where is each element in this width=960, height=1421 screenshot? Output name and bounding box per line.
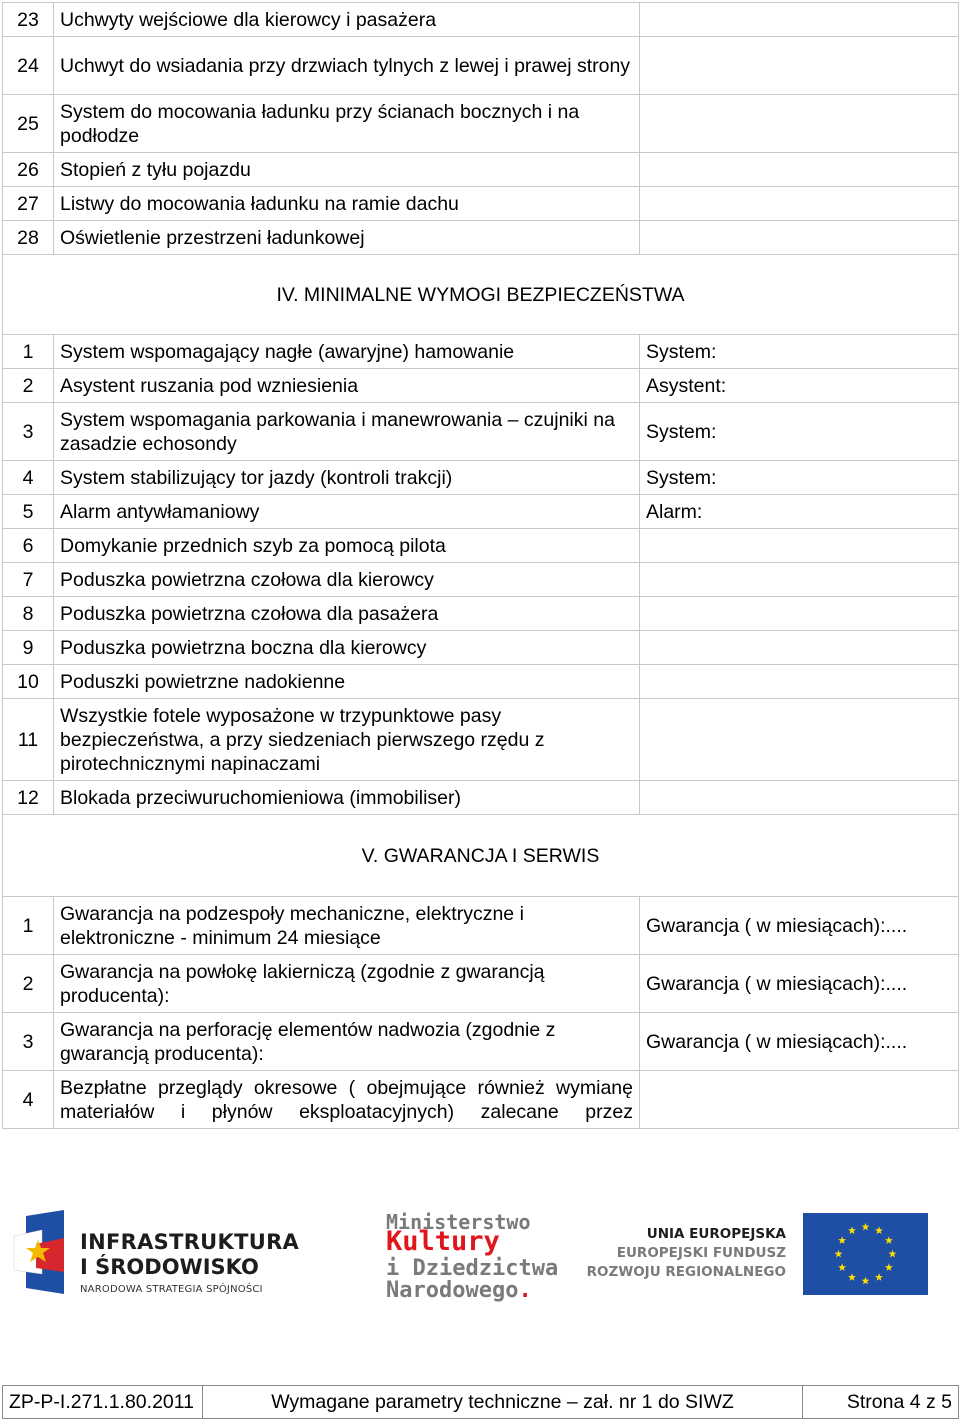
row-number: 1 — [3, 897, 54, 955]
row-answer-cell[interactable] — [640, 187, 959, 221]
table-row — [3, 529, 959, 563]
section-title-safety: IV. MINIMALNE WYMOGI BEZPIECZEŃSTWA — [3, 255, 959, 335]
row-number: 12 — [3, 781, 54, 815]
row-number: 7 — [3, 563, 54, 597]
table-row — [3, 1071, 959, 1129]
logo-text-line1: INFRASTRUKTURA — [80, 1230, 300, 1254]
row-number: 6 — [3, 529, 54, 563]
row-number: 3 — [3, 403, 54, 461]
row-answer-cell[interactable] — [640, 1071, 959, 1129]
row-number: 27 — [3, 187, 54, 221]
row-description: Alarm antywłamaniowy — [54, 495, 640, 529]
row-answer-cell[interactable] — [640, 37, 959, 95]
table-row — [3, 403, 959, 461]
row-answer-cell[interactable]: System: — [640, 335, 959, 369]
row-description: Oświetlenie przestrzeni ładunkowej — [54, 221, 640, 255]
row-number: 9 — [3, 631, 54, 665]
row-answer-cell[interactable]: Alarm: — [640, 495, 959, 529]
row-number: 5 — [3, 495, 54, 529]
table-row — [3, 153, 959, 187]
table-row — [3, 369, 959, 403]
row-number: 26 — [3, 153, 54, 187]
row-number: 28 — [3, 221, 54, 255]
row-description: System do mocowania ładunku przy ścianach bocznych i na podłodze — [54, 95, 640, 153]
flag-star-icon — [12, 1210, 74, 1294]
row-description: Poduszka powietrzna czołowa dla kierowcy — [54, 563, 640, 597]
ministerstwo-kultury-logo — [386, 1210, 559, 1304]
row-number: 3 — [3, 1013, 54, 1071]
row-number: 8 — [3, 597, 54, 631]
row-answer-cell[interactable] — [640, 221, 959, 255]
row-answer-cell[interactable] — [640, 3, 959, 37]
row-description: Gwarancja na powłokę lakierniczą (zgodnie z gwarancją producenta): — [54, 955, 640, 1013]
row-answer-cell[interactable]: System: — [640, 403, 959, 461]
table-row — [3, 781, 959, 815]
table-row — [3, 665, 959, 699]
row-description: Listwy do mocowania ładunku na ramie dachu — [54, 187, 640, 221]
row-number: 2 — [3, 955, 54, 1013]
row-description: Wszystkie fotele wyposażone w trzypunktowe pasy bezpieczeństwa, a przy siedzeniach pierwszego rzędu z pirotechnicznymi napinaczami — [54, 699, 640, 781]
logo-text-line2: Kultury — [386, 1226, 500, 1257]
row-answer-cell[interactable] — [640, 699, 959, 781]
row-answer-cell[interactable]: Gwarancja ( w miesiącach):.... — [640, 1013, 959, 1071]
row-answer-cell[interactable] — [640, 781, 959, 815]
table-row — [3, 461, 959, 495]
row-description: Poduszka powietrzna czołowa dla pasażera — [54, 597, 640, 631]
row-description: Gwarancja na perforację elementów nadwozia (zgodnie z gwarancją producenta): — [54, 1013, 640, 1071]
table-row — [3, 563, 959, 597]
logo-text-line3: ROZWOJU REGIONALNEGO — [586, 1264, 786, 1280]
logo-text-line2: I ŚRODOWISKO — [80, 1255, 259, 1279]
logo-text-line3: NARODOWA STRATEGIA SPÓJNOŚCI — [80, 1284, 263, 1295]
row-number: 4 — [3, 461, 54, 495]
footer-page-number: Strona 4 z 5 — [803, 1386, 959, 1419]
row-description: System wspomagania parkowania i manewrowania – czujniki na zasadzie echosondy — [54, 403, 640, 461]
table-row — [3, 187, 959, 221]
page-footer — [2, 1385, 959, 1419]
row-description: Asystent ruszania pod wzniesienia — [54, 369, 640, 403]
table-row — [3, 1013, 959, 1071]
row-number: 23 — [3, 3, 54, 37]
row-answer-cell[interactable] — [640, 631, 959, 665]
row-description: Domykanie przednich szyb za pomocą pilota — [54, 529, 640, 563]
row-answer-cell[interactable]: Gwarancja ( w miesiącach):.... — [640, 897, 959, 955]
row-answer-cell[interactable]: System: — [640, 461, 959, 495]
table-row — [3, 335, 959, 369]
logo-text-line4 — [386, 1278, 532, 1303]
row-description: Gwarancja na podzespoły mechaniczne, elektryczne i elektroniczne - minimum 24 miesiące — [54, 897, 640, 955]
row-description: Poduszki powietrzne nadokienne — [54, 665, 640, 699]
table-row — [3, 631, 959, 665]
row-number: 4 — [3, 1071, 54, 1129]
table-row — [3, 495, 959, 529]
row-number: 10 — [3, 665, 54, 699]
row-number: 2 — [3, 369, 54, 403]
logo-red-dot: . — [518, 1278, 532, 1303]
footer-reference: ZP-P-I.271.1.80.2011 — [3, 1386, 203, 1419]
row-description: Uchwyty wejściowe dla kierowcy i pasażera — [54, 3, 640, 37]
table-row — [3, 221, 959, 255]
row-description: Poduszka powietrzna boczna dla kierowcy — [54, 631, 640, 665]
logo-text-line1: Ministerstwo — [386, 1210, 531, 1234]
row-answer-cell[interactable]: Gwarancja ( w miesiącach):.... — [640, 955, 959, 1013]
row-description: Stopień z tyłu pojazdu — [54, 153, 640, 187]
row-description: System wspomagający nagłe (awaryjne) hamowanie — [54, 335, 640, 369]
section-title-warranty: V. GWARANCJA I SERWIS — [3, 815, 959, 897]
spec-table — [2, 2, 959, 1129]
row-description: Uchwyt do wsiadania przy drzwiach tylnych z lewej i prawej strony — [54, 37, 640, 95]
logo-text-line4-word: Narodowego — [386, 1278, 519, 1303]
infrastruktura-srodowisko-logo — [12, 1210, 300, 1300]
row-number: 25 — [3, 95, 54, 153]
row-answer-cell[interactable] — [640, 153, 959, 187]
section-heading-row — [3, 815, 959, 897]
table-row — [3, 597, 959, 631]
eu-flag-icon — [803, 1213, 928, 1295]
table-row — [3, 955, 959, 1013]
row-description: Bezpłatne przeglądy okresowe ( obejmujące również wymianę materiałów i płynów eksploatacyjnych) zalecane przez — [54, 1071, 640, 1129]
row-answer-cell[interactable] — [640, 529, 959, 563]
row-answer-cell[interactable] — [640, 597, 959, 631]
row-description: System stabilizujący tor jazdy (kontroli trakcji) — [54, 461, 640, 495]
footer-title: Wymagane parametry techniczne – zał. nr 1 do SIWZ — [203, 1386, 803, 1419]
row-description: Blokada przeciwuruchomieniowa (immobiliser) — [54, 781, 640, 815]
row-answer-cell[interactable] — [640, 563, 959, 597]
table-row — [3, 897, 959, 955]
table-row — [3, 699, 959, 781]
row-answer-cell[interactable] — [640, 95, 959, 153]
logo-text-line3: i Dziedzictwa — [386, 1256, 559, 1281]
table-row — [3, 3, 959, 37]
unia-europejska-logo — [586, 1210, 936, 1300]
section-heading-row — [3, 255, 959, 335]
table-row — [3, 95, 959, 153]
row-number: 11 — [3, 699, 54, 781]
row-answer-cell[interactable]: Asystent: — [640, 369, 959, 403]
logo-text-line1: UNIA EUROPEJSKA — [646, 1226, 786, 1242]
funding-logos — [0, 1200, 960, 1310]
row-number: 1 — [3, 335, 54, 369]
table-row — [3, 37, 959, 95]
logo-text-line2: EUROPEJSKI FUNDUSZ — [616, 1245, 786, 1261]
row-answer-cell[interactable] — [640, 665, 959, 699]
row-number: 24 — [3, 37, 54, 95]
